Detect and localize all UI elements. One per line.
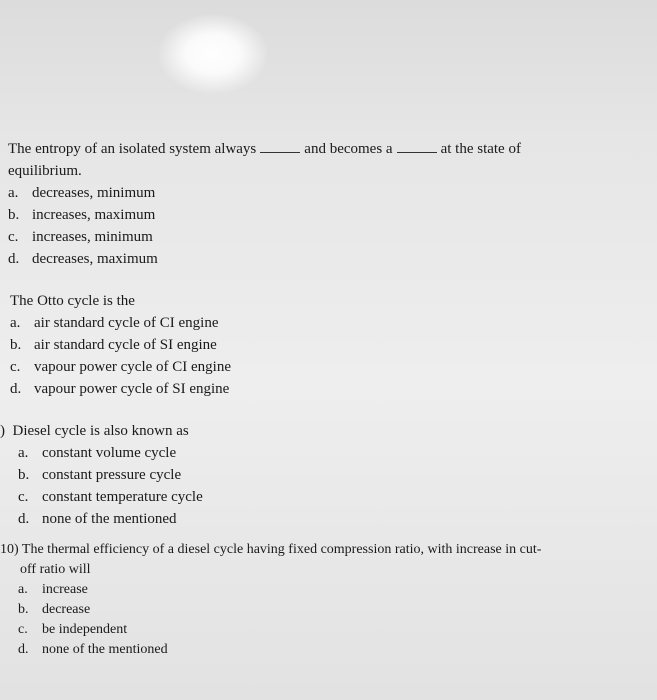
option-d[interactable] xyxy=(18,508,203,530)
option-c[interactable] xyxy=(18,620,541,640)
stem-text: at the state of xyxy=(440,141,521,157)
option-text: constant temperature cycle xyxy=(42,489,203,505)
option-b[interactable] xyxy=(18,464,203,486)
option-text: constant pressure cycle xyxy=(42,467,182,483)
answer-blank xyxy=(397,138,437,153)
option-text: vapour power cycle of SI engine xyxy=(34,381,230,397)
option-c[interactable] xyxy=(10,356,231,378)
question-entropy xyxy=(8,138,521,270)
option-b[interactable] xyxy=(10,334,231,356)
option-a[interactable] xyxy=(10,312,231,334)
option-letter: c. xyxy=(10,359,21,375)
option-a[interactable] xyxy=(18,442,203,464)
option-a[interactable] xyxy=(8,182,521,204)
question-stem: 10) The thermal efficiency of a diesel cycle having fixed compression ratio, with increase in cut- xyxy=(0,542,542,557)
option-letter: b. xyxy=(18,467,30,483)
question-stem-line2: off ratio will xyxy=(20,562,91,577)
option-text: none of the mentioned xyxy=(42,511,177,527)
options-list xyxy=(10,312,231,400)
option-letter: c. xyxy=(18,622,28,637)
option-letter: a. xyxy=(10,315,21,331)
question-diesel-cycle xyxy=(0,420,203,530)
answer-blank xyxy=(260,138,300,153)
question-stem xyxy=(8,138,521,160)
option-letter: c. xyxy=(18,489,29,505)
option-text: be independent xyxy=(42,622,128,637)
option-text: increases, minimum xyxy=(32,229,153,245)
option-letter: d. xyxy=(10,381,22,397)
option-letter: b. xyxy=(8,207,20,223)
question-stem xyxy=(0,420,203,442)
option-text: decrease xyxy=(42,602,91,617)
question-stem-line2: equilibrium. xyxy=(8,163,82,179)
option-c[interactable] xyxy=(8,226,521,248)
option-letter: a. xyxy=(8,185,19,201)
option-text: vapour power cycle of CI engine xyxy=(34,359,232,375)
stem-text: Diesel cycle is also known as xyxy=(12,423,189,439)
option-letter: d. xyxy=(18,642,29,657)
option-text: decreases, minimum xyxy=(32,185,156,201)
question-stem: The Otto cycle is the xyxy=(10,293,135,309)
option-b[interactable] xyxy=(8,204,521,226)
question-diesel-efficiency xyxy=(0,540,541,660)
question-number-fragment: ) xyxy=(0,423,5,439)
option-letter: a. xyxy=(18,582,28,597)
option-c[interactable] xyxy=(18,486,203,508)
option-a[interactable] xyxy=(18,580,541,600)
option-b[interactable] xyxy=(18,600,541,620)
option-text: increase xyxy=(42,582,88,597)
option-letter: a. xyxy=(18,445,29,461)
option-text: air standard cycle of SI engine xyxy=(34,337,217,353)
option-letter: c. xyxy=(8,229,19,245)
options-list xyxy=(8,182,521,270)
option-text: none of the mentioned xyxy=(42,642,168,657)
option-text: constant volume cycle xyxy=(42,445,177,461)
option-letter: b. xyxy=(10,337,22,353)
light-glare xyxy=(158,14,268,94)
option-d[interactable] xyxy=(10,378,231,400)
option-d[interactable] xyxy=(18,640,541,660)
option-letter: d. xyxy=(8,251,20,267)
option-letter: d. xyxy=(18,511,30,527)
options-list xyxy=(18,442,203,530)
option-text: air standard cycle of CI engine xyxy=(34,315,219,331)
options-list xyxy=(18,580,541,660)
stem-text: The entropy of an isolated system always xyxy=(8,141,257,157)
question-otto-cycle xyxy=(10,290,231,400)
option-letter: b. xyxy=(18,602,29,617)
stem-text: and becomes a xyxy=(304,141,393,157)
option-text: decreases, maximum xyxy=(32,251,158,267)
option-d[interactable] xyxy=(8,248,521,270)
option-text: increases, maximum xyxy=(32,207,156,223)
